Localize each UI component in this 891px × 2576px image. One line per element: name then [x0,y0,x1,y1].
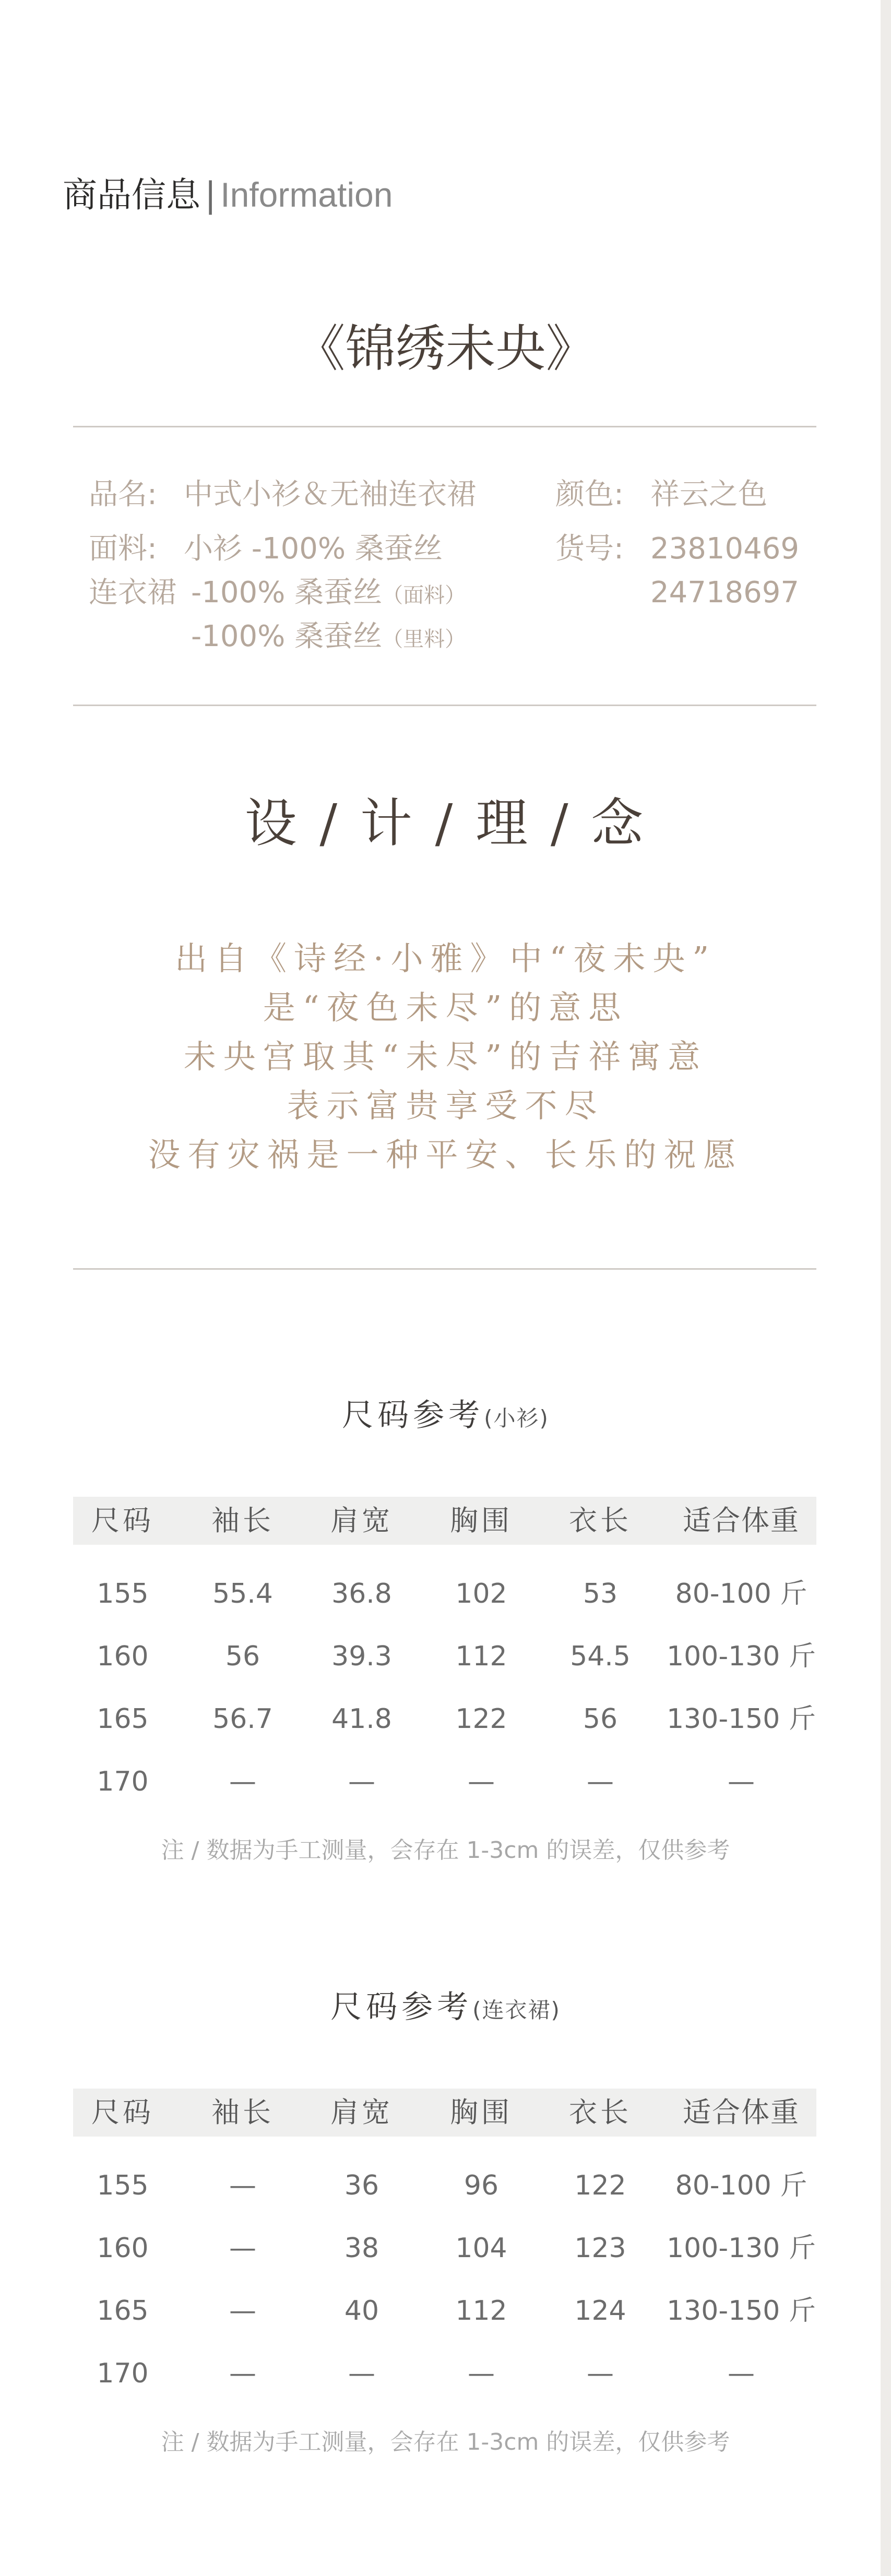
size-table-note: 注 / 数据为手工测量，会存在 1-3cm 的误差，仅供参考 [161,2429,730,2455]
table-cell: 55.4 [212,1578,273,1609]
table-cell: — [229,2170,256,2201]
scrollbar-track[interactable] [881,0,891,2576]
concept-poem [0,934,891,1179]
table-cell: 80-100 斤 [675,2170,807,2201]
product-title: 《锦绣未央》 [295,319,596,378]
table-cell: 112 [455,2295,507,2327]
table-cell: 124 [574,2295,626,2327]
dress-fabric-1-note: （面料） [382,583,466,607]
table-cell: 130-150 斤 [667,2295,816,2327]
sku-2: 24718697 [650,576,800,610]
dress-fabric-2-note: （里料） [382,627,466,651]
table-header-cell: 适合体重 [683,1504,800,1537]
table-header-cell: 肩宽 [330,2096,393,2129]
table-header-cell: 适合体重 [683,2096,800,2129]
table-cell: 36.8 [331,1578,392,1609]
header-title-cn: 商品信息 [63,175,200,215]
size-table-title-text: 尺码参考 [330,1989,473,2025]
table-cell: 100-130 斤 [667,2233,816,2264]
divider [73,705,816,706]
size-table-note: 注 / 数据为手工测量，会存在 1-3cm 的误差，仅供参考 [161,1837,730,1864]
table-row-size: 160 [97,1641,149,1672]
table-cell: 102 [455,1578,507,1609]
table-cell: — [468,2358,495,2389]
table-header-cell: 胸围 [450,2096,513,2129]
table-header-cell: 尺码 [91,1504,154,1537]
size-table-title [0,1991,891,2023]
table-cell: — [229,1766,256,1797]
poem-line: 没有灾祸是一种平安、长乐的祝愿 [148,1136,743,1174]
color-value: 祥云之色 [650,478,767,511]
table-row-size: 165 [97,1703,149,1735]
table-row-size: 155 [97,2170,149,2201]
fabric-label: 面料: [89,532,157,566]
size-table-subtitle: (小衫) [484,1405,549,1431]
table-header-cell: 袖长 [211,1504,274,1537]
table-cell: — [229,2233,256,2264]
table-cell: 80-100 斤 [675,1578,807,1609]
table-header-cell: 衣长 [569,1504,632,1537]
table-cell: — [229,2358,256,2389]
size-table-title-text: 尺码参考 [342,1397,484,1434]
table-cell: 38 [344,2233,379,2264]
table-header-cell: 衣长 [569,2096,632,2129]
table-row-size: 155 [97,1578,149,1609]
table-cell: 41.8 [331,1703,392,1735]
table-cell: — [587,2358,614,2389]
table-row-size: 165 [97,2295,149,2327]
table-cell: 56 [583,1703,618,1735]
table-cell: 123 [574,2233,626,2264]
table-cell: — [587,1766,614,1797]
table-cell: — [348,1766,375,1797]
sku-1: 23810469 [650,532,800,566]
fabric-value: 小衫 -100% 桑蚕丝 [184,532,443,566]
table-cell: 39.3 [331,1641,392,1672]
name-value: 中式小衫＆无袖连衣裙 [184,478,476,511]
table-cell: 56 [225,1641,260,1672]
table-header-cell: 胸围 [450,1504,513,1537]
table-cell: 40 [344,2295,379,2327]
dress-fabric-2 [191,619,466,653]
table-cell: — [728,2358,755,2389]
poem-line: 未央宫取其“未尽”的吉祥寓意 [183,1037,708,1076]
dress-label: 连衣裙 [89,576,176,610]
table-cell: — [728,1766,755,1797]
table-header-cell: 袖长 [211,2096,274,2129]
table-cell: 104 [455,2233,507,2264]
header-title-en: Information [220,175,393,214]
dress-fabric-1 [191,576,466,610]
name-label: 品名: [89,478,157,511]
dress-fabric-2-value: -100% 桑蚕丝 [191,619,383,653]
concept-title: 设 / 计 / 理 / 念 [244,793,647,854]
poem-line: 表示富贵享受不尽 [287,1087,604,1125]
divider [73,1268,816,1270]
table-cell: — [348,2358,375,2389]
size-table-subtitle: (连衣裙) [472,1997,561,2023]
table-header-cell: 肩宽 [330,1504,393,1537]
table-cell: 130-150 斤 [667,1703,816,1735]
table-cell: 100-130 斤 [667,1641,816,1672]
table-cell: 122 [455,1703,507,1735]
sku-label: 货号: [555,532,624,566]
dress-fabric-1-value: -100% 桑蚕丝 [191,576,383,610]
table-cell: 122 [574,2170,626,2201]
table-row-size: 170 [97,2358,149,2389]
table-cell: 36 [344,2170,379,2201]
table-row-size: 170 [97,1766,149,1797]
table-cell: — [229,2295,256,2327]
color-label: 颜色: [555,478,624,511]
table-header-cell: 尺码 [91,2096,154,2129]
info-header [63,175,393,215]
poem-line: 出自《诗经·小雅》中“夜未央” [174,939,717,977]
header-separator: | [205,175,217,215]
table-cell: 53 [583,1578,618,1609]
table-cell: 54.5 [570,1641,631,1672]
table-cell: — [468,1766,495,1797]
table-cell: 96 [464,2170,499,2201]
divider [73,426,816,427]
poem-line: 是“夜色未尽”的意思 [263,988,628,1027]
table-row-size: 160 [97,2233,149,2264]
table-cell: 112 [455,1641,507,1672]
table-cell: 56.7 [212,1703,273,1735]
size-table-title [0,1397,891,1434]
